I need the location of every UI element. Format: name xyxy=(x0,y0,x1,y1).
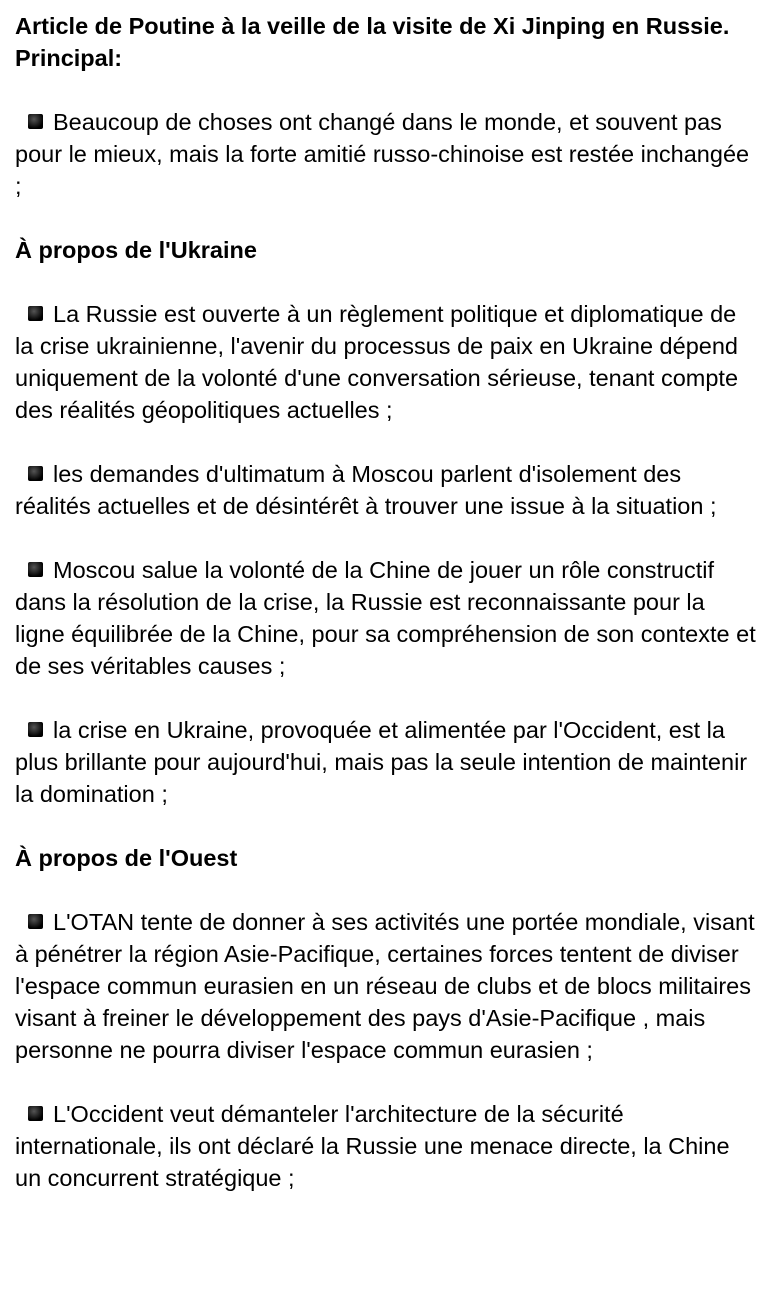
bullet-paragraph xyxy=(15,298,756,426)
bullet-text: Beaucoup de choses ont changé dans le monde, et souvent pas pour le mieux, mais la forte amitié russo-chinoise est restée inchangée ; xyxy=(15,109,750,199)
black-square-bullet-icon xyxy=(28,562,43,577)
article-body xyxy=(15,106,756,1194)
bullet-paragraph xyxy=(15,714,756,810)
black-square-bullet-icon xyxy=(28,114,43,129)
black-square-bullet-icon xyxy=(28,1106,43,1121)
bullet-paragraph xyxy=(15,106,756,202)
bullet-text: La Russie est ouverte à un règlement politique et diplomatique de la crise ukrainienne, l'avenir du processus de paix en Ukraine dépend uniquement de la volonté d'une conversation sérieuse, tenant compte des réalités géopolitiques actuelles ; xyxy=(15,301,739,423)
black-square-bullet-icon xyxy=(28,306,43,321)
section-heading: À propos de l'Ouest xyxy=(15,845,238,871)
article-title: Article de Poutine à la veille de la visite de Xi Jinping en Russie. Principal: xyxy=(15,13,730,71)
bullet-text: L'OTAN tente de donner à ses activités une portée mondiale, visant à pénétrer la région Asie-Pacifique, certaines forces tentent de diviser l'espace commun eurasien en un réseau de clubs et de blocs militaires visant à freiner le développement des pays d'Asie-Pacifique , mais personne ne pourra diviser l'espace commun eurasien ; xyxy=(15,909,755,1063)
bullet-text: la crise en Ukraine, provoquée et alimentée par l'Occident, est la plus brillante pour aujourd'hui, mais pas la seule intention de maintenir la domination ; xyxy=(15,717,748,807)
black-square-bullet-icon xyxy=(28,914,43,929)
black-square-bullet-icon xyxy=(28,722,43,737)
bullet-text: Moscou salue la volonté de la Chine de jouer un rôle constructif dans la résolution de la crise, la Russie est reconnaissante pour la ligne équilibrée de la Chine, pour sa compréhension de son contexte et de ses véritables causes ; xyxy=(15,557,756,679)
section-heading: À propos de l'Ukraine xyxy=(15,237,257,263)
black-square-bullet-icon xyxy=(28,466,43,481)
bullet-paragraph xyxy=(15,1098,756,1194)
bullet-paragraph xyxy=(15,906,756,1066)
bullet-text: les demandes d'ultimatum à Moscou parlent d'isolement des réalités actuelles et de désintérêt à trouver une issue à la situation ; xyxy=(15,461,717,519)
bullet-paragraph xyxy=(15,458,756,522)
bullet-paragraph xyxy=(15,554,756,682)
bullet-text: L'Occident veut démanteler l'architecture de la sécurité internationale, ils ont déclaré la Russie une menace directe, la Chine un concurrent stratégique ; xyxy=(15,1101,730,1191)
